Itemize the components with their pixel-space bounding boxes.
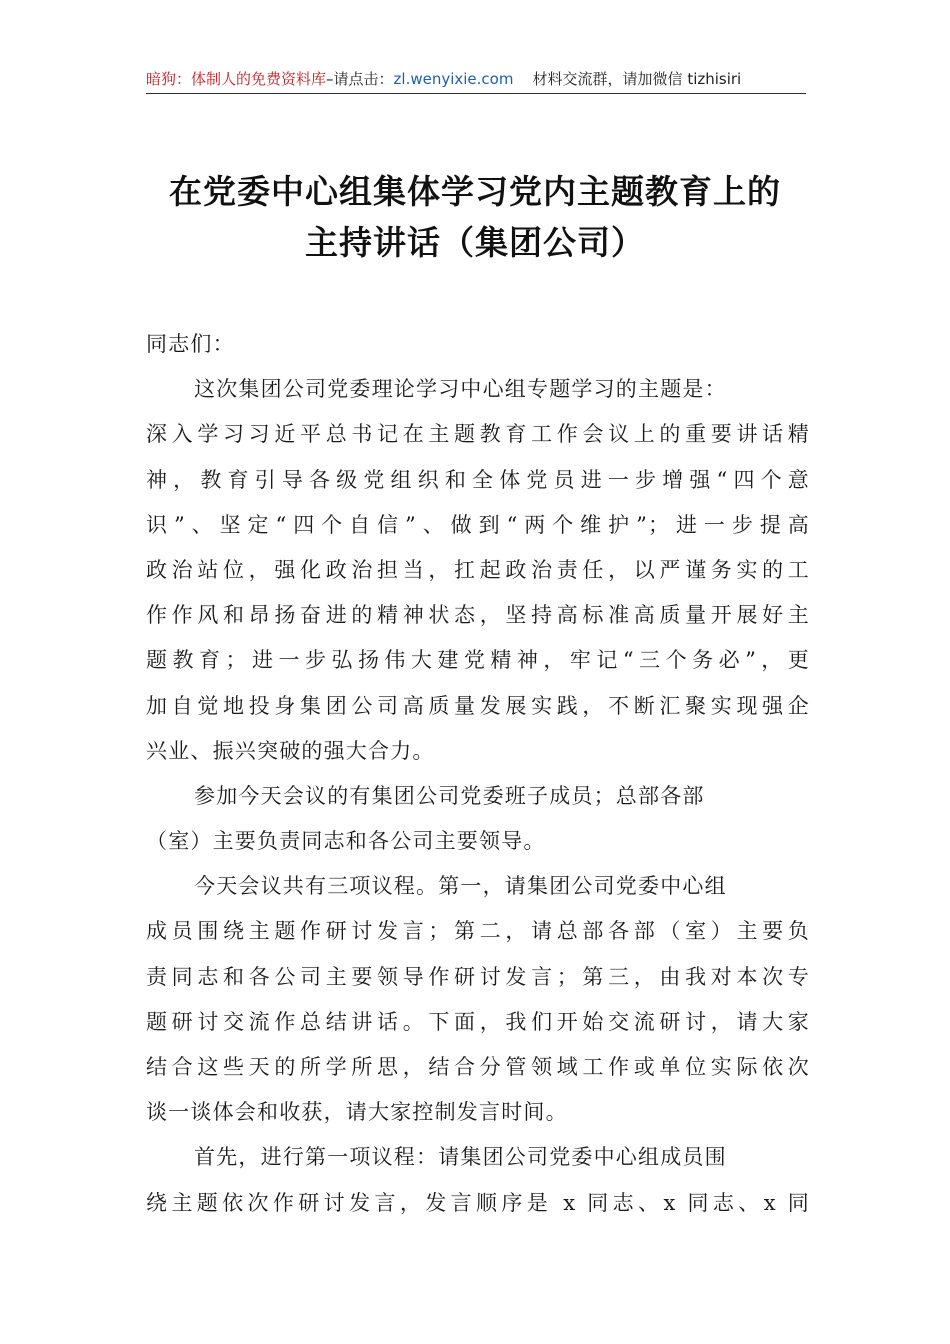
paragraph-line: （室）主要负责同志和各公司主要领导。	[146, 829, 546, 854]
header-spacer	[513, 70, 532, 88]
paragraph-line: 绕主题依次作研讨发言，发言顺序是 x 同志、x 同志、x 同	[146, 1190, 810, 1215]
paragraph-line: 结合这些天的所学所思，结合分管领域工作或单位实际依次	[146, 1055, 810, 1079]
header-link[interactable]: zl.wenyixie.com	[393, 70, 514, 88]
document-title-line-1: 在党委中心组集体学习党内主题教育上的	[169, 172, 781, 211]
paragraph-line: 兴业、振兴突破的强大合力。	[146, 738, 435, 763]
paragraph-line: 谈一谈体会和收获，请大家控制发言时间。	[146, 1100, 568, 1125]
salutation: 同志们：	[146, 332, 235, 356]
document-title-line-2: 主持讲话（集团公司）	[305, 223, 645, 262]
paragraph-line: 成员围绕主题作研讨发言；第二，请总部各部（室）主要负	[146, 919, 810, 944]
paragraph-line: 参加今天会议的有集团公司党委班子成员；总部各部	[194, 783, 705, 808]
paragraph-line: 首先，进行第一项议程：请集团公司党委中心组成员围	[194, 1145, 727, 1170]
paragraph-line: 神，教育引导各级党组织和全体党员进一步增强“四个意	[146, 467, 810, 492]
paragraph-line: 今天会议共有三项议程。第一，请集团公司党委中心组	[194, 874, 727, 899]
paragraph-line: 题教育；进一步弘扬伟大建党精神，牢记“三个务必”，更	[146, 648, 810, 673]
page-header	[146, 66, 806, 92]
document-body	[146, 322, 810, 1226]
paragraph-line: 题研讨交流作总结讲话。下面，我们开始交流研讨，请大家	[146, 1009, 810, 1034]
paragraph-line: 政治站位，强化政治担当，扛起政治责任，以严谨务实的工	[146, 557, 810, 582]
header-contact: 材料交流群，请加微信 tizhisiri	[532, 70, 742, 88]
paragraph-line: 识”、坚定“四个自信”、做到“两个维护”；进一步提高	[146, 512, 810, 537]
header-divider	[146, 93, 806, 94]
paragraph-line: 作作风和昂扬奋进的精神状态，坚持高标准高质量开展好主	[146, 603, 810, 628]
paragraph-line: 深入学习习近平总书记在主题教育工作会议上的重要讲话精	[146, 422, 810, 447]
paragraph-line: 加自觉地投身集团公司高质量发展实践，不断汇聚实现强企	[146, 693, 810, 718]
paragraph-line: 责同志和各公司主要领导作研讨发言；第三，由我对本次专	[146, 964, 810, 989]
paragraph-line: 这次集团公司党委理论学习中心组专题学习的主题是：	[194, 377, 727, 402]
header-prompt: –请点击：	[326, 70, 394, 88]
header-brand: 暗狗：体制人的免费资料库	[146, 70, 327, 88]
